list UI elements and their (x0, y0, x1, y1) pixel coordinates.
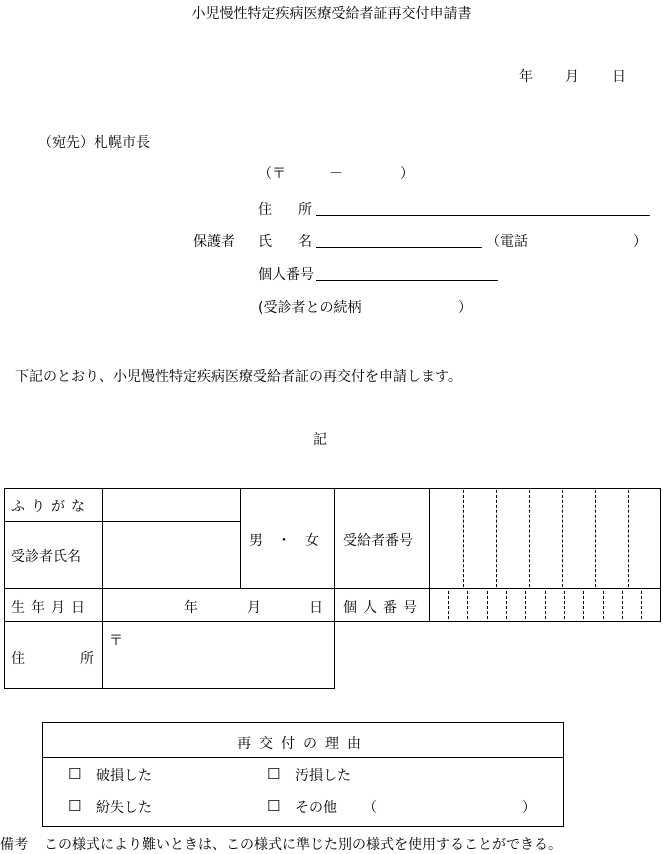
request-sentence: 下記のとおり、小児慢性特定疾病医療受給者証の再交付を申請します。 (15, 369, 462, 385)
address-label-second: 所 (298, 202, 312, 218)
soiled-label: 汚損した (295, 768, 351, 784)
other-open: （ (363, 800, 377, 816)
birth-year-label: 年 (184, 600, 198, 616)
date-day-label: 日 (612, 69, 626, 85)
recipient-number-field[interactable] (430, 490, 659, 587)
name-underline[interactable] (316, 247, 482, 248)
phone-open: （電話 (486, 234, 528, 250)
lost-label: 紛失した (96, 800, 152, 816)
furigana-field[interactable] (103, 490, 239, 520)
soiled-checkbox[interactable]: ☐ (267, 765, 281, 783)
birthdate-label: 生年月日 (11, 600, 91, 616)
postal-code-open: （〒 (258, 166, 286, 182)
note-text: この様式により難いときは、この様式に準じた別の様式を使用することができる。 (44, 837, 562, 853)
addressee: （宛先）札幌市長 (38, 135, 150, 151)
reason-header: 再交付の理由 (237, 736, 369, 752)
ki-label: 記 (313, 432, 327, 448)
postal-mark: 〒 (109, 633, 123, 649)
recipient-number-label: 受給者番号 (343, 533, 413, 549)
table-address-label-second: 所 (80, 651, 94, 667)
postal-code-dash: － (329, 166, 343, 182)
other-label: その他 (295, 800, 337, 816)
address-label-first: 住 (258, 202, 272, 218)
phone-close: ） (633, 234, 647, 250)
date-month-label: 月 (565, 69, 579, 85)
damaged-checkbox[interactable]: ☐ (68, 765, 82, 783)
table-address-label-first: 住 (11, 651, 25, 667)
note-label: 備考 (0, 837, 28, 853)
address-underline[interactable] (316, 215, 650, 216)
damaged-label: 破損した (96, 768, 152, 784)
relationship-open: (受診者との続柄 (258, 300, 362, 316)
other-checkbox[interactable]: ☐ (267, 797, 281, 815)
name-label-second: 名 (298, 234, 312, 250)
guardian-label: 保護者 (193, 234, 235, 250)
individual-number-table-label: 個人番号 (343, 600, 423, 616)
individual-number-label: 個人番号 (258, 267, 314, 283)
relationship-close: ） (458, 300, 472, 316)
gender-selector[interactable]: 男 ・ 女 (249, 533, 319, 549)
name-label-first: 氏 (258, 234, 272, 250)
other-close: ） (522, 800, 536, 816)
patient-name-field[interactable] (103, 523, 239, 587)
birth-day-label: 日 (309, 600, 323, 616)
individual-number-underline[interactable] (316, 280, 498, 281)
postal-code-close: ） (400, 166, 414, 182)
lost-checkbox[interactable]: ☐ (68, 797, 82, 815)
patient-name-label: 受診者氏名 (11, 549, 81, 565)
furigana-label: ふりがな (11, 499, 91, 515)
date-year-label: 年 (519, 69, 533, 85)
form-title: 小児慢性特定疾病医療受給者証再交付申請書 (191, 6, 472, 22)
individual-number-field[interactable] (430, 590, 659, 620)
birth-month-label: 月 (247, 600, 261, 616)
table-address-field[interactable] (103, 623, 333, 687)
